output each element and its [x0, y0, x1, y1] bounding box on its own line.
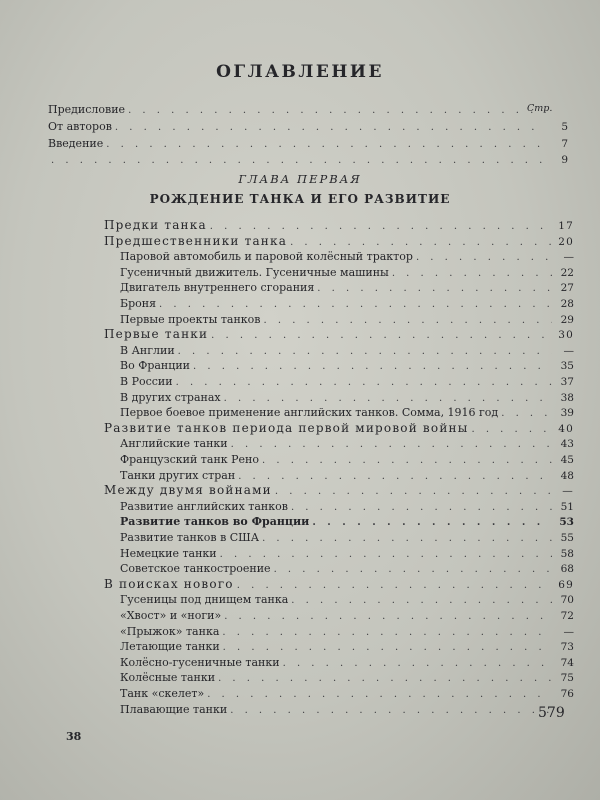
entry-label: Советское танкостроение [120, 562, 271, 576]
entry-page: 55 [560, 532, 574, 544]
toc-entry [120, 498, 574, 515]
entry-label: Английские танки [120, 437, 228, 451]
dot-leader [259, 452, 552, 468]
toc-entry [104, 482, 574, 499]
dot-leader [260, 312, 552, 328]
entry-label: Развитие танков периода первой мировой войны [104, 420, 469, 435]
entry-page: 9 [561, 154, 568, 166]
entry-label: Паровой автомобиль и паровой колёсный трактор [120, 250, 413, 264]
entry-page: 68 [560, 563, 574, 576]
toc-entry [120, 467, 574, 484]
entry-page: 37 [560, 376, 574, 388]
entry-label: В Англии [120, 343, 175, 357]
dot-leader [235, 468, 552, 484]
toc-entry [120, 295, 574, 312]
entry-label: Танки других стран [120, 468, 236, 482]
dot-leader [413, 249, 552, 265]
dot-leader [173, 374, 552, 390]
front-matter-row [48, 135, 568, 152]
entry-page: 75 [560, 672, 574, 685]
entry-label: В других странах [120, 390, 221, 404]
entry-label: В поисках нового [104, 576, 234, 591]
dot-leader [468, 421, 552, 437]
entry-page: 27 [560, 282, 574, 295]
folio-number: 579 [538, 705, 565, 721]
dot-leader [156, 296, 552, 312]
toc-entry [120, 654, 574, 671]
toc-entry [120, 591, 574, 608]
toc-entry [120, 529, 574, 546]
dot-leader [227, 702, 552, 718]
dot-leader [217, 546, 552, 562]
toc-entry [120, 685, 574, 702]
entry-page: 74 [560, 656, 574, 669]
entry-page: 28 [560, 298, 574, 310]
toc-entry [120, 435, 574, 452]
entry-page: 39 [560, 407, 574, 420]
front-matter-row [48, 118, 568, 135]
dot-leader [309, 514, 552, 530]
toc-entry [120, 248, 574, 265]
entry-label: Предки танка [104, 218, 207, 232]
entry-page: 38 [560, 391, 574, 404]
entry-label: «Прыжок» танка [120, 624, 220, 638]
toc-entry [120, 342, 574, 359]
entry-page: 73 [560, 641, 574, 654]
page-column-label: Стр. [527, 103, 553, 114]
dot-leader [220, 639, 552, 655]
toc-entry [104, 326, 574, 343]
entry-label: Развитие танков в США [120, 531, 260, 544]
toc-entry [120, 404, 574, 421]
entry-label: Гусеницы под днищем танка [120, 593, 289, 607]
toc-entry [120, 545, 574, 562]
dot-leader [215, 670, 552, 686]
entry-page: — [563, 344, 574, 357]
toc-entry [120, 451, 574, 468]
entry-label: Первые танки [104, 327, 209, 342]
entry-label: Между двумя войнами [104, 483, 272, 498]
entry-page: 69 [558, 578, 574, 591]
entry-page: — [563, 625, 574, 638]
entry-page: 48 [560, 469, 574, 482]
dot-leader [314, 280, 552, 296]
toc-entry [120, 623, 574, 640]
entry-page: 58 [560, 547, 574, 560]
dot-leader [175, 343, 552, 359]
dot-leader [221, 608, 552, 624]
entry-page: 76 [560, 688, 574, 700]
entry-label: Колёсно-гусеничные танки [120, 655, 280, 669]
toc-entry [120, 264, 574, 281]
toc-entry [120, 373, 574, 390]
toc-entry [120, 279, 574, 296]
entry-label: Колёсные танки [120, 671, 216, 685]
chapter-number: ГЛАВА ПЕРВАЯ [238, 172, 362, 186]
entry-label: Плавающие танки [120, 702, 228, 716]
toc-entry [120, 638, 574, 655]
entry-label: Первые проекты танков [120, 312, 261, 326]
entry-label: Развитие английских танков [120, 499, 288, 513]
entry-label: Во Франции [120, 359, 191, 373]
page-title: ОГЛАВЛЕНИЕ [216, 62, 384, 82]
dot-leader [228, 436, 552, 452]
toc-entry [104, 576, 574, 593]
entry-page: 5 [561, 121, 568, 133]
toc-entry [104, 233, 574, 250]
entry-page: — [563, 251, 574, 264]
toc-entry [120, 607, 574, 624]
dot-leader [271, 561, 552, 577]
dot-leader [234, 577, 552, 593]
front-matter-row [48, 152, 568, 169]
entry-page: 35 [560, 360, 574, 373]
front-matter-row [48, 101, 568, 118]
dot-leader [259, 530, 552, 546]
entry-label: От авторов [48, 120, 112, 133]
dot-leader [272, 483, 552, 499]
entry-label: Первое боевое применение английских танков. Сомма, 1916 год [120, 406, 499, 420]
entry-page: 53 [559, 516, 574, 529]
dot-leader [288, 499, 552, 515]
dot-leader [287, 234, 552, 250]
dot-leader [288, 592, 552, 608]
toc-entry [120, 513, 574, 530]
dot-leader [112, 119, 546, 135]
dot-leader [190, 358, 552, 374]
entry-label: Двигатель внутреннего сгорания [120, 281, 315, 295]
dot-leader [208, 327, 552, 343]
toc-entry [120, 357, 574, 374]
entry-page: 40 [558, 422, 574, 435]
dot-leader [498, 405, 552, 421]
entry-page: 43 [560, 438, 574, 451]
entry-label: Предисловие [48, 103, 126, 116]
dot-leader [125, 102, 546, 118]
entry-page: 20 [558, 235, 574, 248]
toc-entry [120, 701, 574, 718]
entry-label: Предшественники танка [104, 233, 288, 248]
entry-page: 70 [560, 594, 574, 607]
entry-label: Танк «скелет» [120, 687, 205, 700]
dot-leader [219, 624, 552, 640]
entry-page: 17 [558, 220, 574, 232]
entry-label: Гусеничный движитель. Гусеничные машины [120, 265, 389, 279]
entry-label: Развитие танков во Франции [120, 515, 310, 529]
dot-leader [204, 686, 552, 702]
entry-label: Броня [120, 297, 157, 310]
entry-label: Французский танк Рено [120, 453, 260, 466]
entry-page: — [562, 485, 574, 498]
entry-label: Введение [48, 137, 104, 150]
entry-label: Немецкие танки [120, 546, 217, 560]
toc-entry [120, 311, 574, 328]
dot-leader [48, 152, 546, 169]
entry-page: 51 [560, 500, 574, 513]
dot-leader [221, 390, 552, 406]
dot-leader [103, 136, 546, 152]
corner-number: 38 [66, 730, 82, 743]
entry-label: «Хвост» и «ноги» [120, 609, 222, 622]
toc-entry [104, 420, 574, 437]
entry-label: В России [120, 375, 173, 388]
chapter-title: РОЖДЕНИЕ ТАНКА И ЕГО РАЗВИТИЕ [149, 192, 451, 206]
entry-page: 29 [560, 313, 574, 326]
dot-leader [207, 218, 552, 234]
entry-page: 72 [560, 610, 574, 622]
dot-leader [389, 265, 552, 281]
toc-entry [104, 217, 574, 234]
entry-page: 7 [561, 138, 568, 150]
toc-entry [120, 560, 574, 577]
dot-leader [280, 655, 552, 671]
entry-label: Летающие танки [120, 640, 220, 654]
entry-page: 30 [558, 329, 574, 342]
toc-entry [120, 389, 574, 406]
toc-entry [120, 669, 574, 686]
entry-page: 22 [560, 266, 574, 279]
entry-page: 45 [560, 454, 574, 466]
